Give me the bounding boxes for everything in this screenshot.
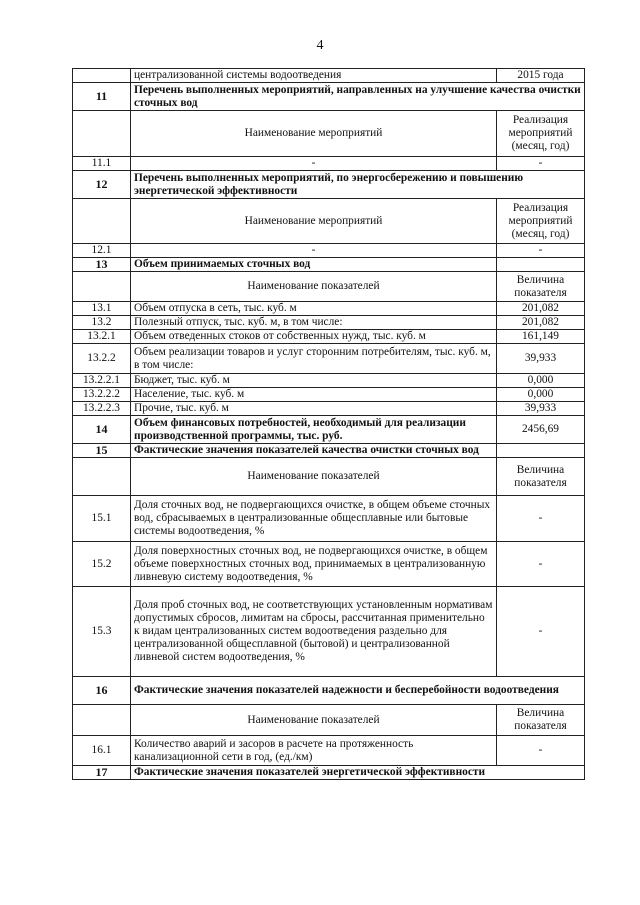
row-number: 13.1 [73, 302, 131, 316]
row-value: 0,000 [497, 374, 585, 388]
table-row [73, 374, 585, 388]
row-number: 17 [73, 766, 131, 780]
row-value: 201,082 [497, 302, 585, 316]
row-label: Население, тыс. куб. м [131, 388, 497, 402]
row-number [73, 199, 131, 244]
row-number: 13.2.2.2 [73, 388, 131, 402]
row-number: 13 [73, 258, 131, 272]
table-row [73, 766, 585, 780]
table-row [73, 402, 585, 416]
row-value: 0,000 [497, 388, 585, 402]
row-label: Бюджет, тыс. куб. м [131, 374, 497, 388]
row-label: Количество аварий и засоров в расчете на протяженность канализационной сети в год, (ед./км) [131, 736, 497, 766]
row-value: 2456,69 [497, 416, 585, 444]
row-number [73, 111, 131, 157]
row-value: - [497, 244, 585, 258]
column-header: Наименование показателей [131, 705, 497, 736]
table-row [73, 69, 585, 83]
row-value: 201,082 [497, 316, 585, 330]
row-label: Объем реализации товаров и услуг сторонним потребителям, тыс. куб. м, в том числе: [131, 344, 497, 374]
table-row [73, 157, 585, 171]
row-number: 13.2.2 [73, 344, 131, 374]
row-number: 13.2.1 [73, 330, 131, 344]
table-row [73, 330, 585, 344]
row-number [73, 458, 131, 496]
row-value: 2015 года [497, 69, 585, 83]
row-number: 16.1 [73, 736, 131, 766]
row-label: - [131, 157, 497, 171]
row-number [73, 69, 131, 83]
section-title: Объем финансовых потребностей, необходимый для реализации производственной программы, тыс. руб. [131, 416, 497, 444]
table-row [73, 302, 585, 316]
row-number: 11 [73, 83, 131, 111]
table-row [73, 736, 585, 766]
row-number [73, 272, 131, 302]
value-column-header: Реализация мероприятий (месяц, год) [497, 199, 585, 244]
table-row [73, 83, 585, 111]
table-row [73, 316, 585, 330]
column-header: Наименование мероприятий [131, 111, 497, 157]
table-row [73, 244, 585, 258]
row-number: 13.2.2.3 [73, 402, 131, 416]
row-number: 12.1 [73, 244, 131, 258]
row-label: Доля проб сточных вод, не соответствующих установленным нормативам допустимых сбросов, лимитам на сбросы, рассчитанная применительно к видам централизованных систем водоотведения раздельно для централизованной общесплавной (бытовой) и централизованной ливневой систем водоотведения, % [131, 587, 497, 677]
table-row [73, 458, 585, 496]
row-number [73, 705, 131, 736]
table-row [73, 344, 585, 374]
row-value [497, 258, 585, 272]
row-number: 14 [73, 416, 131, 444]
row-number: 13.2 [73, 316, 131, 330]
table-row [73, 416, 585, 444]
indicators-table [72, 68, 585, 780]
row-label: Полезный отпуск, тыс. куб. м, в том числе: [131, 316, 497, 330]
section-title: Фактические значения показателей качества очистки сточных вод [131, 444, 497, 458]
row-label: Объем отпуска в сеть, тыс. куб. м [131, 302, 497, 316]
row-label: - [131, 244, 497, 258]
table-row [73, 171, 585, 199]
row-number: 15.1 [73, 496, 131, 542]
table-row [73, 705, 585, 736]
table-row [73, 258, 585, 272]
row-value: - [497, 542, 585, 587]
row-value: 161,149 [497, 330, 585, 344]
section-title: Фактические значения показателей надежности и бесперебойности водоотведения [131, 677, 585, 705]
table-row [73, 444, 585, 458]
page-number: 4 [316, 38, 324, 53]
row-number: 15.3 [73, 587, 131, 677]
table-row [73, 496, 585, 542]
row-label: Доля поверхностных сточных вод, не подвергающихся очистке, в общем объеме поверхностных сточных вод, принимаемых в централизованную ливневую систему водоотведения, % [131, 542, 497, 587]
row-value: - [497, 496, 585, 542]
row-label: централизованной системы водоотведения [131, 69, 497, 83]
row-number: 16 [73, 677, 131, 705]
column-header: Наименование показателей [131, 458, 497, 496]
section-title: Перечень выполненных мероприятий, по энергосбережению и повышению энергетической эффективности [131, 171, 585, 199]
value-column-header: Величина показателя [497, 272, 585, 302]
table-row [73, 199, 585, 244]
row-label: Прочие, тыс. куб. м [131, 402, 497, 416]
row-number: 12 [73, 171, 131, 199]
table-row [73, 542, 585, 587]
section-title: Перечень выполненных мероприятий, направленных на улучшение качества очистки сточных вод [131, 83, 585, 111]
table-row [73, 587, 585, 677]
row-value: - [497, 157, 585, 171]
row-number: 13.2.2.1 [73, 374, 131, 388]
row-value: - [497, 736, 585, 766]
value-column-header: Величина показателя [497, 705, 585, 736]
section-title: Объем принимаемых сточных вод [131, 258, 497, 272]
row-label: Объем отведенных стоков от собственных нужд, тыс. куб. м [131, 330, 497, 344]
row-value [497, 444, 585, 458]
row-number: 15.2 [73, 542, 131, 587]
row-label: Доля сточных вод, не подвергающихся очистке, в общем объеме сточных вод, сбрасываемых в централизованные общесплавные или бытовые системы водоотведения, % [131, 496, 497, 542]
row-value: 39,933 [497, 402, 585, 416]
section-title: Фактические значения показателей энергетической эффективности [131, 766, 585, 780]
value-column-header: Реализация мероприятий (месяц, год) [497, 111, 585, 157]
row-number: 11.1 [73, 157, 131, 171]
table-row [73, 388, 585, 402]
column-header: Наименование показателей [131, 272, 497, 302]
row-value: 39,933 [497, 344, 585, 374]
table-row [73, 111, 585, 157]
table-row [73, 272, 585, 302]
table-row [73, 677, 585, 705]
row-number: 15 [73, 444, 131, 458]
value-column-header: Величина показателя [497, 458, 585, 496]
row-value: - [497, 587, 585, 677]
column-header: Наименование мероприятий [131, 199, 497, 244]
